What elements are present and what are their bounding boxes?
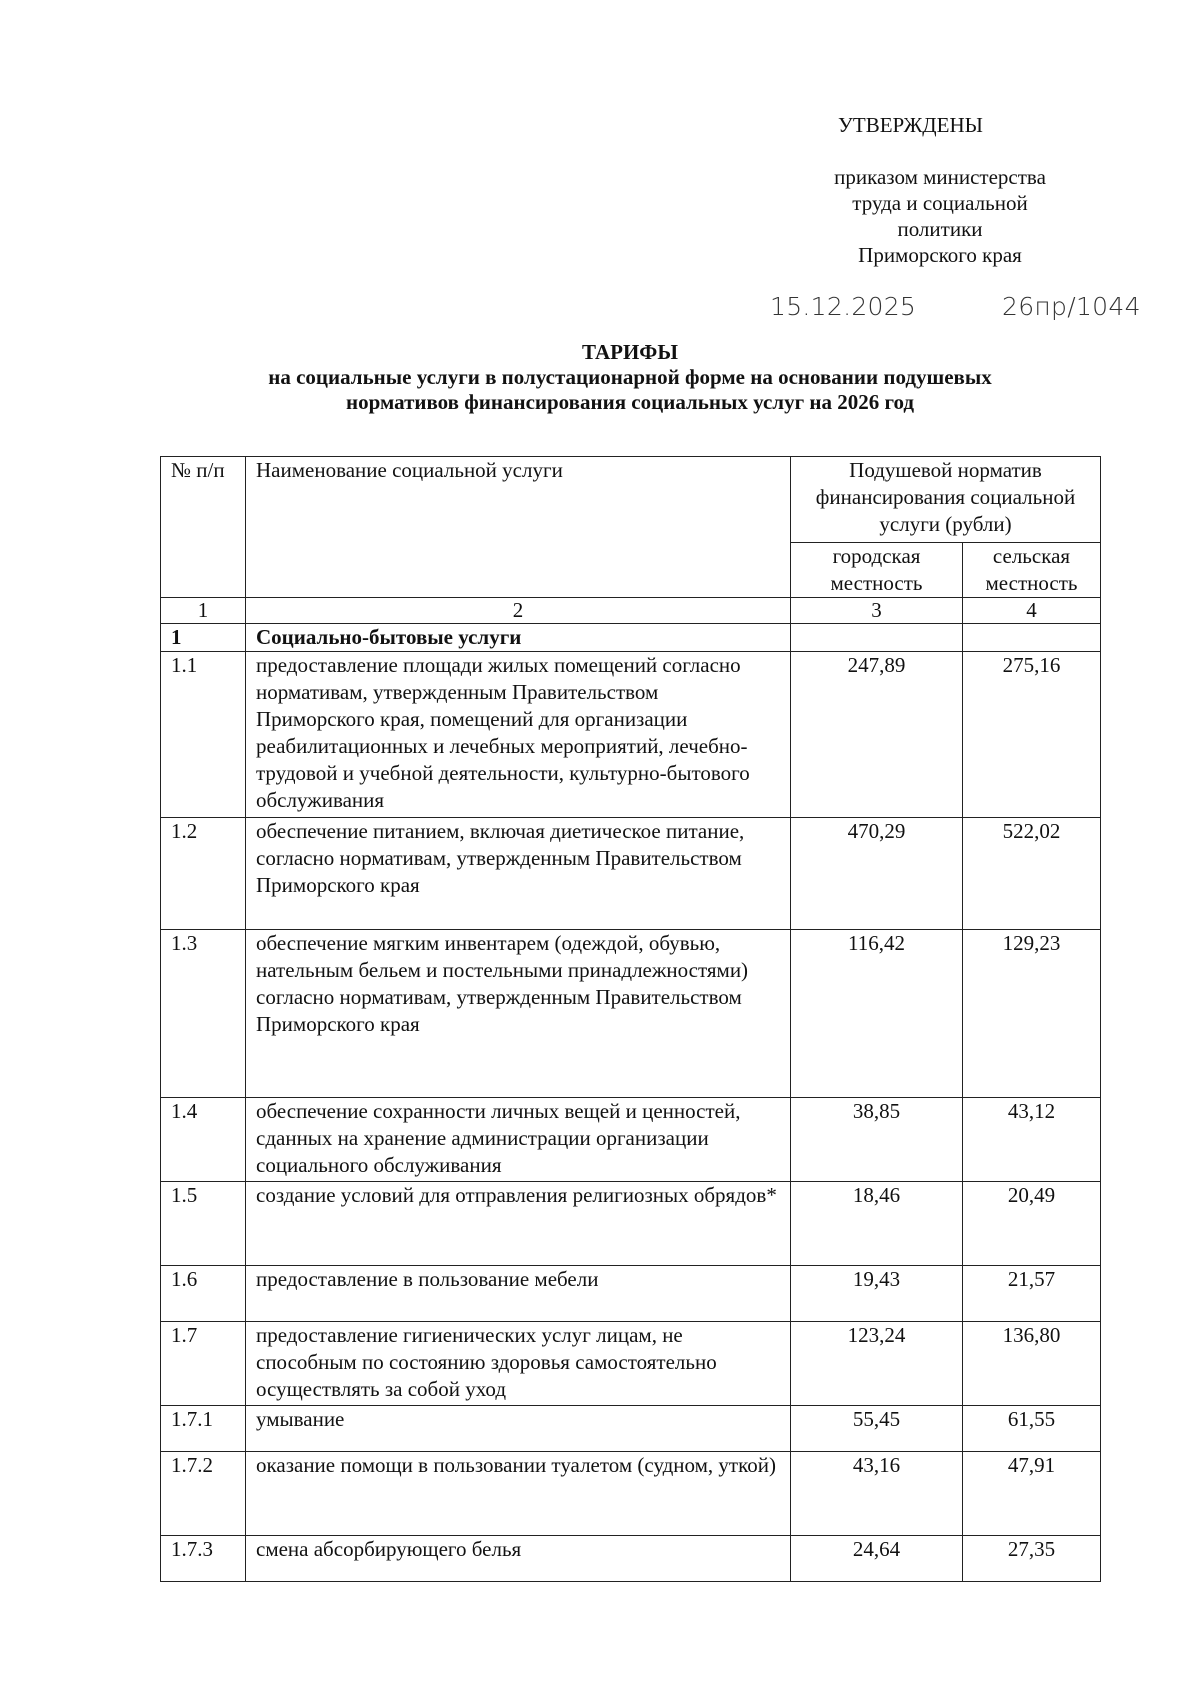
row-rural: 21,57 (963, 1266, 1101, 1322)
row-num: 1.5 (161, 1182, 246, 1266)
row-city: 470,29 (791, 818, 963, 930)
row-rural: 61,55 (963, 1406, 1101, 1452)
row-city: 43,16 (791, 1452, 963, 1536)
row-city: 116,42 (791, 930, 963, 1098)
order-date: 15.12.2025 (770, 292, 917, 321)
section-row (161, 624, 1101, 652)
approval-line: Приморского края (858, 243, 1022, 267)
row-city: 18,46 (791, 1182, 963, 1266)
row-num: 1.3 (161, 930, 246, 1098)
approval-line: труда и социальной (852, 191, 1028, 215)
section-num: 1 (161, 624, 246, 652)
row-name: оказание помощи в пользовании туалетом (судном, уткой) (246, 1452, 791, 1536)
header-num: № п/п (161, 457, 246, 598)
header-name: Наименование социальной услуги (246, 457, 791, 598)
row-rural: 275,16 (963, 652, 1101, 818)
row-name: обеспечение мягким инвентарем (одеждой, обувью, нательным бельем и постельными принадлежностями) согласно нормативам, утвержденным Правительством Приморского края (246, 930, 791, 1098)
row-city: 19,43 (791, 1266, 963, 1322)
header-rural: сельская местность (963, 543, 1101, 598)
row-rural: 27,35 (963, 1536, 1101, 1582)
header-norm: Подушевой норматив финансирования социальной услуги (рубли) (791, 457, 1101, 543)
row-city: 123,24 (791, 1322, 963, 1406)
table-row (161, 1182, 1101, 1266)
column-number: 1 (161, 598, 246, 624)
row-num: 1.6 (161, 1266, 246, 1322)
section-rural (963, 624, 1101, 652)
approval-heading: УТВЕРЖДЕНЫ (838, 113, 983, 137)
row-city: 24,64 (791, 1536, 963, 1582)
title-line-1: ТАРИФЫ (582, 340, 678, 364)
row-city: 38,85 (791, 1098, 963, 1182)
row-num: 1.7.2 (161, 1452, 246, 1536)
title-line-3: нормативов финансирования социальных услуг на 2026 год (345, 390, 915, 414)
column-numbers-row (161, 598, 1101, 624)
title-line-2: на социальные услуги в полустационарной форме на основании подушевых (268, 365, 992, 389)
column-number: 4 (963, 598, 1101, 624)
table-row (161, 1536, 1101, 1582)
tariffs-table (160, 456, 1101, 1582)
table-row (161, 1266, 1101, 1322)
table-row (161, 1452, 1101, 1536)
row-name: обеспечение сохранности личных вещей и ценностей, сданных на хранение администрации организации социального обслуживания (246, 1098, 791, 1182)
table-row (161, 930, 1101, 1098)
row-name: предоставление гигиенических услуг лицам, не способным по состоянию здоровья самостоятельно осуществлять за собой уход (246, 1322, 791, 1406)
row-rural: 129,23 (963, 930, 1101, 1098)
row-rural: 47,91 (963, 1452, 1101, 1536)
row-name: создание условий для отправления религиозных обрядов* (246, 1182, 791, 1266)
row-city: 247,89 (791, 652, 963, 818)
row-name: предоставление в пользование мебели (246, 1266, 791, 1322)
row-num: 1.7 (161, 1322, 246, 1406)
column-number: 2 (246, 598, 791, 624)
table-row (161, 1406, 1101, 1452)
section-name: Социально-бытовые услуги (246, 624, 791, 652)
row-rural: 522,02 (963, 818, 1101, 930)
row-name: смена абсорбирующего белья (246, 1536, 791, 1582)
order-number: 26пр/1044 (1002, 292, 1141, 321)
table-row (161, 1098, 1101, 1182)
table-row (161, 1322, 1101, 1406)
row-num: 1.7.3 (161, 1536, 246, 1582)
row-name: предоставление площади жилых помещений согласно нормативам, утвержденным Правительством Приморского края, помещений для организации реабилитационных и лечебных мероприятий, лечебно-трудовой и учебной деятельности, культурно-бытового обслуживания (246, 652, 791, 818)
approval-line: политики (897, 217, 983, 241)
row-name: умывание (246, 1406, 791, 1452)
row-rural: 43,12 (963, 1098, 1101, 1182)
row-num: 1.4 (161, 1098, 246, 1182)
row-rural: 136,80 (963, 1322, 1101, 1406)
row-name: обеспечение питанием, включая диетическое питание, согласно нормативам, утвержденным Правительством Приморского края (246, 818, 791, 930)
column-number: 3 (791, 598, 963, 624)
section-city (791, 624, 963, 652)
table-row (161, 652, 1101, 818)
row-num: 1.2 (161, 818, 246, 930)
row-num: 1.7.1 (161, 1406, 246, 1452)
row-rural: 20,49 (963, 1182, 1101, 1266)
row-num: 1.1 (161, 652, 246, 818)
document-title (150, 340, 1110, 415)
approval-line: приказом министерства (834, 165, 1046, 189)
table-header-row (161, 457, 1101, 543)
header-city: городская местность (791, 543, 963, 598)
table-row (161, 818, 1101, 930)
approval-block (810, 112, 1070, 268)
row-city: 55,45 (791, 1406, 963, 1452)
